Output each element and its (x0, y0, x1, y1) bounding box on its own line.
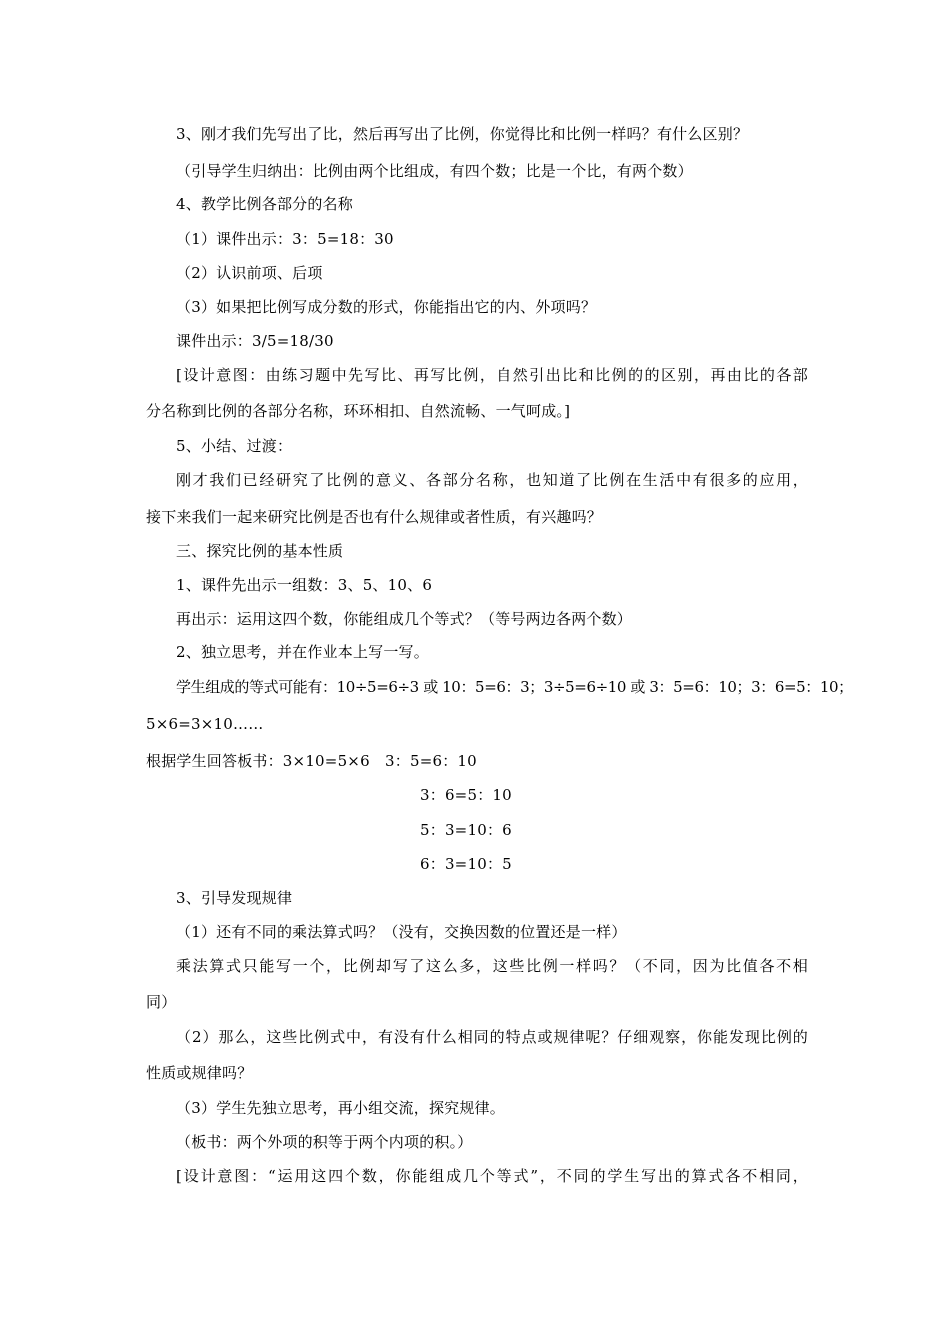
text-line: 2、独立思考，并在作业本上写一写。 (176, 643, 429, 661)
text-line: 5、小结、过渡： (176, 437, 293, 455)
text-line: （板书：两个外项的积等于两个内项的积。） (176, 1133, 473, 1151)
text-line: 三、探究比例的基本性质 (176, 542, 344, 560)
text-line: 6：3=10：5 (420, 855, 512, 873)
text-line: 4、教学比例各部分的名称 (176, 195, 353, 213)
text-line: 课件出示：3/5=18/30 (176, 332, 334, 350)
text-line: 1、课件先出示一组数：3、5、10、6 (176, 576, 433, 594)
text-line: 再出示：运用这四个数，你能组成几个等式？（等号两边各两个数） (176, 610, 633, 628)
text-line: （1）还有不同的乘法算式吗？（没有，交换因数的位置还是一样） (176, 923, 627, 941)
text-line: 3、引导发现规律 (176, 889, 293, 907)
text-line: 3：6=5：10 (420, 786, 512, 804)
text-line: 性质或规律吗？ (146, 1064, 253, 1082)
text-line: 刚才我们已经研究了比例的意义、各部分名称，也知道了比例在生活中有很多的应用， (176, 471, 808, 489)
text-line: 接下来我们一起来研究比例是否也有什么规律或者性质，有兴趣吗？ (146, 508, 603, 526)
text-line: 5：3=10：6 (420, 821, 512, 839)
text-line: （3）学生先独立思考，再小组交流，探究规律。 (176, 1099, 505, 1117)
text-line: （2）那么，这些比例式中，有没有什么相同的特点或规律呢？仔细观察，你能发现比例的 (176, 1028, 808, 1046)
text-line: （1）课件出示：3：5=18：30 (176, 230, 394, 248)
text-line: 分名称到比例的各部分名称，环环相扣、自然流畅、一气呵成。] (146, 402, 571, 420)
text-line: （3）如果把比例写成分数的形式，你能指出它的内、外项吗？ (176, 298, 597, 316)
text-line: 乘法算式只能写一个，比例却写了这么多，这些比例一样吗？（不同，因为比值各不相 (176, 957, 808, 975)
text-line: 同） (146, 993, 177, 1011)
text-line: 学生组成的等式可能有：10÷5=6÷3 或 10：5=6：3；3÷5=6÷10 或 3：5=6：10；3：6=5：10； (176, 678, 853, 696)
text-line: 5×6=3×10…… (146, 715, 264, 733)
text-line: [设计意图：由练习题中先写比、再写比例，自然引出比和比例的的区别，再由比的各部 (176, 366, 808, 384)
text-line: [设计意图：“运用这四个数，你能组成几个等式”，不同的学生写出的算式各不相同， (176, 1167, 808, 1185)
text-line: （2）认识前项、后项 (176, 264, 323, 282)
text-line: 根据学生回答板书：3×10=5×6 3：5=6：10 (146, 752, 477, 770)
text-line: 3、刚才我们先写出了比，然后再写出了比例，你觉得比和比例一样吗？有什么区别？ (176, 125, 749, 143)
text-line: （引导学生归纳出：比例由两个比组成，有四个数；比是一个比，有两个数） (176, 162, 693, 180)
